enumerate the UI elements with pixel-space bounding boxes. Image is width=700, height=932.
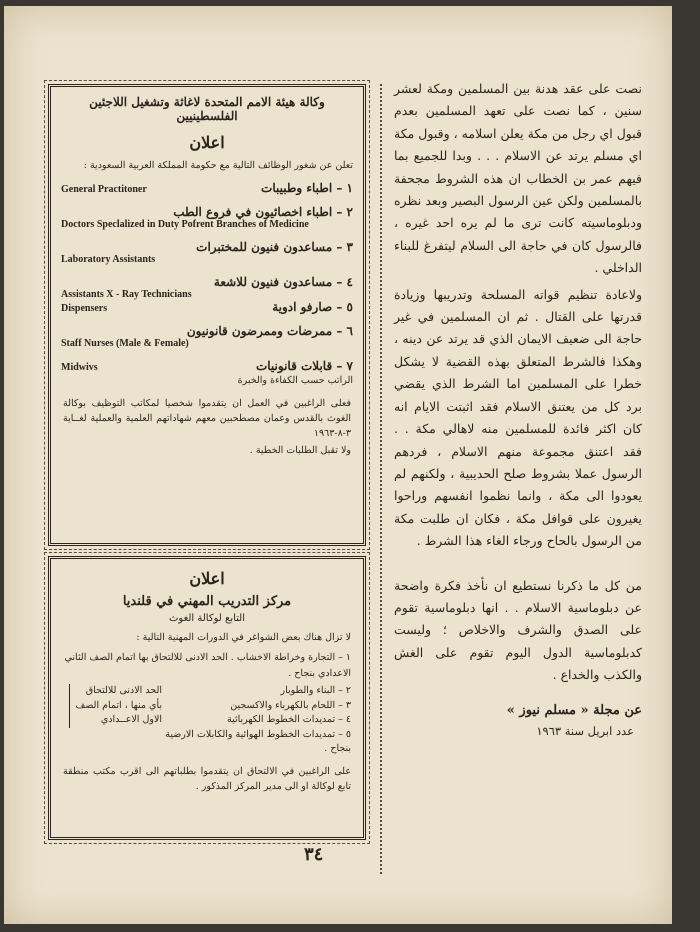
job-english: Doctors Speclalized in Duty Pofrent Branches of Medicine bbox=[61, 219, 309, 230]
job-english: Staff Nurses (Male & Female) bbox=[61, 338, 189, 349]
course-item: ٤ – تمديدات الخطوط الكهربائية bbox=[227, 714, 351, 725]
article-paragraph: من كل ما ذكرنا نستطيع ان نأخذ فكرة واضحة عن دبلوماسية الاسلام . . انها دبلوماسية تقوم على الصدق والشرف والاخلاص ؛ وليست كدبلوماسية الدول اليوم تقوم على الغش والكذب والخداع . bbox=[394, 577, 642, 683]
source-title: عن مجلة « مسلم نيوز » bbox=[506, 702, 642, 718]
unrwa-job-ad bbox=[48, 84, 366, 546]
course-item: ٣ – اللحام بالكهرباء والاكسجين bbox=[230, 699, 351, 711]
course-item: ١ – التجارة وخراطة الاخشاب . الحد الادنى للالتحاق بها اتمام الصف الثاني الاعدادي بنجاح . bbox=[64, 652, 351, 679]
center-name: مركز التدريب المهني في قلنديا bbox=[122, 594, 292, 609]
ad-title: اعلان bbox=[189, 569, 225, 588]
job-arabic: ١ – اطباء وطبيبات bbox=[261, 181, 353, 195]
ad-intro: تعلن عن شغور الوظائف التالية مع حكومة المملكة العربية السعودية : bbox=[83, 160, 353, 171]
job-item bbox=[61, 324, 353, 349]
training-center-ad bbox=[48, 556, 366, 840]
job-arabic: ٧ – قابلات قانونيات bbox=[255, 359, 353, 373]
center-affiliation: التابع لوكالة الغوث bbox=[168, 613, 245, 624]
article-column bbox=[394, 78, 642, 741]
job-english: Dispensers bbox=[61, 303, 108, 314]
application-note: فعلى الراغبين في العمل ان يتقدموا شخصيا لمكاتب التوظيف بوكالة الغوث بالقدس وعمان مصطحبين معهم شهاداتهم العلمية والعملية لغــاية ٣-٨-١٩٦٣ bbox=[63, 398, 351, 439]
agency-name: وكالة هيئة الامم المتحدة لاغاثة وتشغيل اللاجئين الفلسطينيين bbox=[89, 95, 325, 123]
magazine-page bbox=[4, 6, 672, 924]
job-english: Midwivs bbox=[61, 362, 98, 373]
job-arabic: ٥ – صارفو ادوية bbox=[272, 300, 353, 314]
requirement-note: الحد الادنى للالتحاق بأي منها ، اتمام الصف الاول الاعــدادي bbox=[69, 684, 162, 728]
job-item bbox=[61, 275, 353, 300]
job-item bbox=[61, 300, 353, 314]
job-arabic: ٣ – مساعدون فنيون للمختبرات bbox=[196, 240, 353, 254]
courses-list bbox=[161, 684, 351, 757]
job-item bbox=[61, 359, 353, 373]
source-date: عدد ابريل سنة ١٩٦٣ bbox=[536, 723, 634, 738]
courses-block bbox=[51, 684, 363, 754]
job-item bbox=[61, 240, 353, 265]
article-source bbox=[394, 701, 642, 741]
courses-intro: لا تزال هناك بعض الشواغر في الدورات المهنية التالية : bbox=[136, 632, 351, 643]
column-divider bbox=[380, 84, 382, 874]
job-item bbox=[61, 181, 353, 195]
job-english: Laboratory Assistants bbox=[61, 254, 156, 265]
article-paragraph: ولاعادة تنظيم قواته المسلحة وتدريبها وزيادة قدرتها على القتال . ثم ان المسلمين في غير حاجة الى ضعيف الايمان الذي قد يرتد عن دينه ، وهكذا فالشرط المتعلق بهذه القضية لا يشكل خطرا على المسلمين اما الشرط الذي يقضي برد كل من يعتنق الاسلام فقد اثبتت الايام انه كان اكثر فائدة للمسلمين منه لاهالي مكة . . فقد اعتنق مجموعة منهم الاسلام ، فردهم الرسول عملا بشروط صلح الحديبية ، ولكنهم لم يعودوا الى مكة ، وانما نظموا انفسهم وراحوا يغيرون على قوافل مكة ، فكان ان طلبت مكة من الرسول بالحاح ورجاء الغاء هذا الشرط . bbox=[394, 286, 642, 549]
course-item: ٢ – البناء والطوبار bbox=[280, 685, 351, 696]
course-item: ٥ – تمديدات الخطوط الهوائية والكابلات الارضية بنجاح . bbox=[165, 728, 351, 754]
job-english: General Practitoner bbox=[61, 184, 147, 195]
job-item bbox=[61, 205, 353, 230]
job-english: Assistants X - Ray Technicians bbox=[61, 289, 192, 300]
page-number: ٣٤ bbox=[304, 844, 324, 865]
closing-note: ولا تقبل الطلبات الخطية . bbox=[249, 445, 351, 456]
application-note: على الراغبين في الالتحاق ان يتقدموا بطلباتهم الى اقرب مكتب منطقة تابع لوكالة او الى مدير المركز المذكور . bbox=[63, 766, 351, 792]
article-paragraph: نصت على عقد هدنة بين المسلمين ومكة لعشر سنين ، كما نصت على تعهد المسلمين بعدم قبول اي رجل من مكة يعلن اسلامه ، وقبول مكة اي مسلم يرتد عن الاسلام . . . وبدا للجميع بما فيهم عمر بن الخطاب ان هذه الشروط مجحفة بالمسلمين ولكن عين الرسول البصير وبعد نظره ودبلوماسيته كانت ترى ما لم يره احد غيره ، فالرسول كان في حاجة الى السلام ليتفرغ للبناء الداخلي . bbox=[394, 81, 642, 276]
job-arabic: ٤ – مساعدون فنيون للاشعة bbox=[213, 275, 353, 289]
job-arabic: ٦ – ممرضات وممرضون قانونيون bbox=[186, 324, 353, 338]
job-arabic: ٢ – اطباء اخصائيون في فروع الطب bbox=[173, 205, 353, 219]
salary-note: الراتب حسب الكفاءة والخبرة bbox=[237, 375, 353, 386]
ad-title: اعلان bbox=[189, 133, 225, 152]
